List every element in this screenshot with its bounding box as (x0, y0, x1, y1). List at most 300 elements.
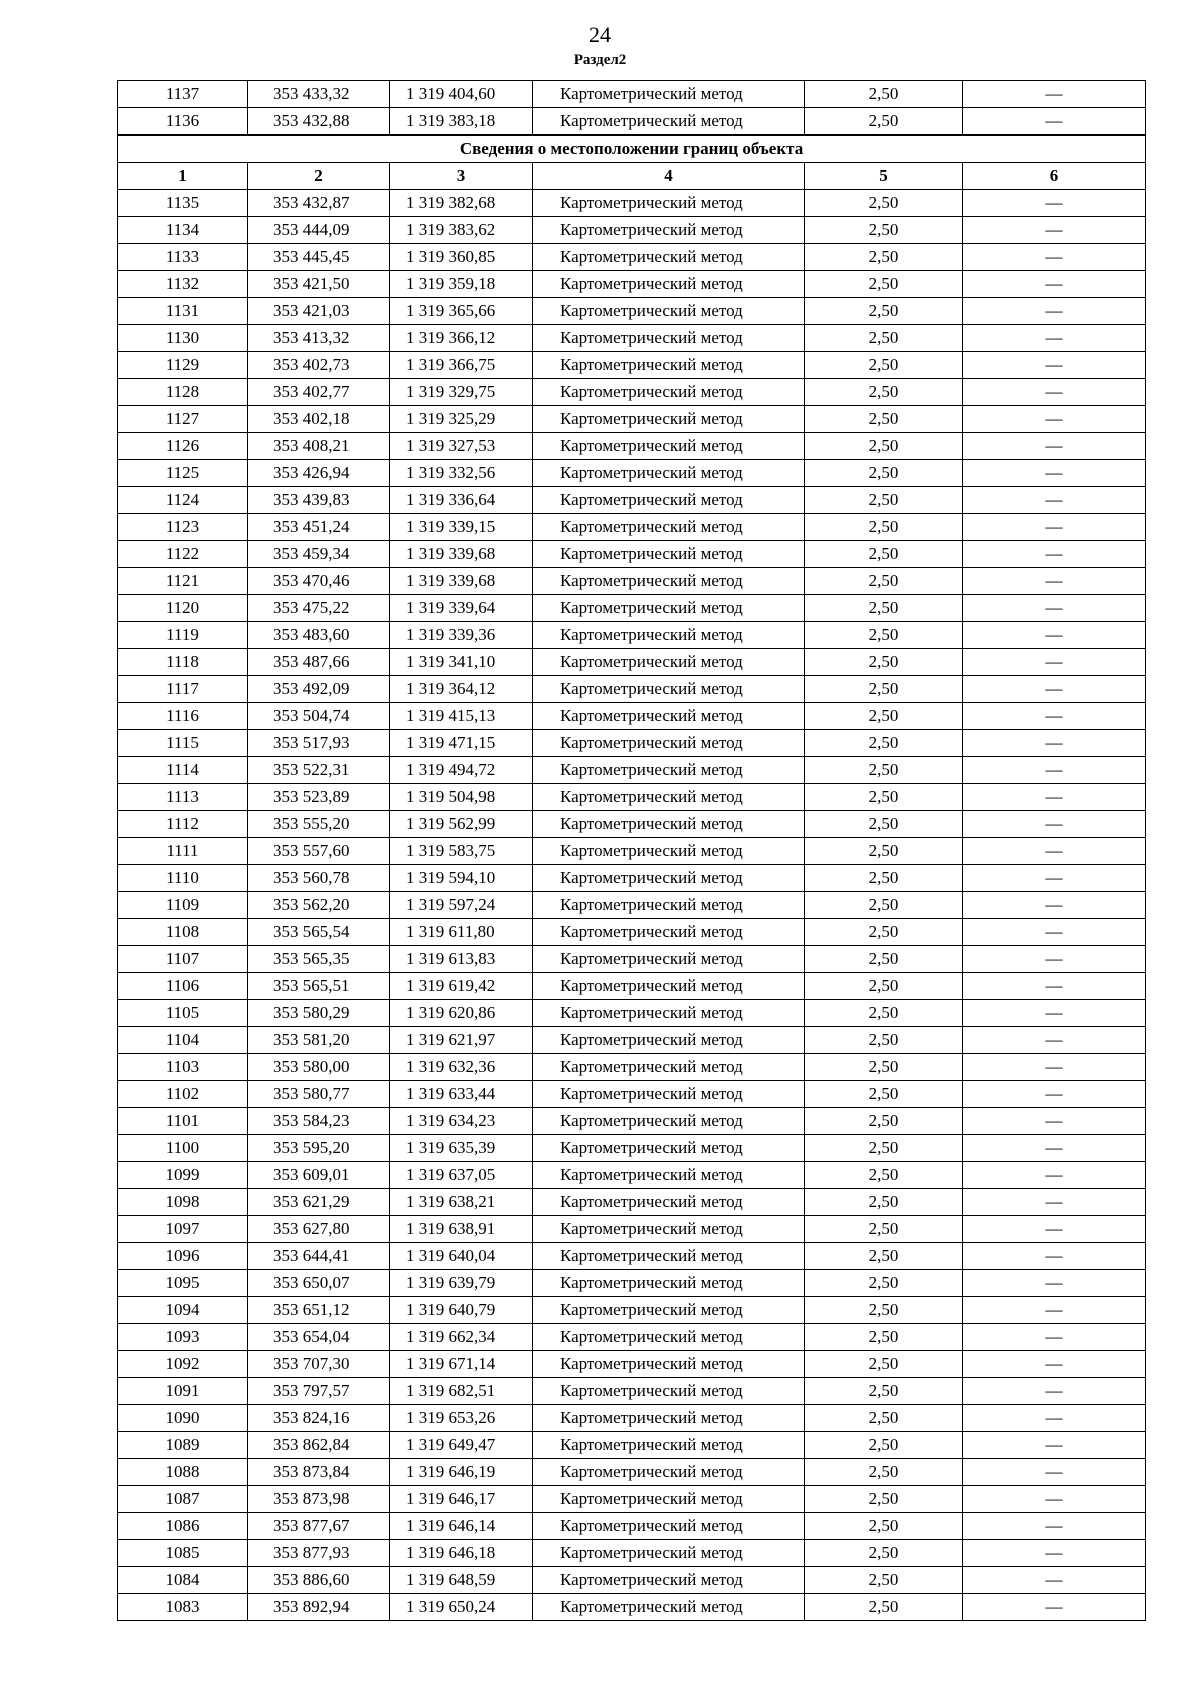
method-cell: Картометрический метод (533, 973, 805, 1000)
table-row (118, 1486, 1146, 1513)
accuracy-cell: 2,50 (805, 190, 963, 217)
point-number-cell: 1094 (118, 1297, 248, 1324)
description-cell: — (963, 1459, 1146, 1486)
method-cell: Картометрический метод (533, 757, 805, 784)
table-row (118, 595, 1146, 622)
table-row (118, 271, 1146, 298)
description-cell: — (963, 1324, 1146, 1351)
accuracy-cell: 2,50 (805, 298, 963, 325)
y-coordinate-cell: 1 319 633,44 (390, 1081, 533, 1108)
table-caption: Сведения о местоположении границ объекта (118, 136, 1146, 163)
accuracy-cell: 2,50 (805, 865, 963, 892)
accuracy-cell: 2,50 (805, 1567, 963, 1594)
y-coordinate-cell: 1 319 383,62 (390, 217, 533, 244)
description-cell: — (963, 298, 1146, 325)
description-cell: — (963, 892, 1146, 919)
point-number-cell: 1086 (118, 1513, 248, 1540)
description-cell: — (963, 649, 1146, 676)
x-coordinate-cell: 353 565,51 (248, 973, 390, 1000)
table-row (118, 865, 1146, 892)
accuracy-cell: 2,50 (805, 1108, 963, 1135)
y-coordinate-cell: 1 319 637,05 (390, 1162, 533, 1189)
x-coordinate-cell: 353 459,34 (248, 541, 390, 568)
method-cell: Картометрический метод (533, 811, 805, 838)
method-cell: Картометрический метод (533, 1000, 805, 1027)
y-coordinate-cell: 1 319 650,24 (390, 1594, 533, 1621)
method-cell: Картометрический метод (533, 460, 805, 487)
table-row (118, 703, 1146, 730)
method-cell: Картометрический метод (533, 244, 805, 271)
accuracy-cell: 2,50 (805, 784, 963, 811)
y-coordinate-cell: 1 319 635,39 (390, 1135, 533, 1162)
x-coordinate-cell: 353 650,07 (248, 1270, 390, 1297)
method-cell: Картометрический метод (533, 108, 805, 136)
description-cell: — (963, 1567, 1146, 1594)
table-row (118, 649, 1146, 676)
point-number-cell: 1095 (118, 1270, 248, 1297)
x-coordinate-cell: 353 595,20 (248, 1135, 390, 1162)
y-coordinate-cell: 1 319 646,14 (390, 1513, 533, 1540)
y-coordinate-cell: 1 319 640,04 (390, 1243, 533, 1270)
y-coordinate-cell: 1 319 329,75 (390, 379, 533, 406)
x-coordinate-cell: 353 824,16 (248, 1405, 390, 1432)
y-coordinate-cell: 1 319 404,60 (390, 81, 533, 108)
table-row (118, 1297, 1146, 1324)
table-row (118, 1567, 1146, 1594)
boundary-coordinates-table (117, 135, 1146, 1621)
x-coordinate-cell: 353 475,22 (248, 595, 390, 622)
point-number-cell: 1093 (118, 1324, 248, 1351)
accuracy-cell: 2,50 (805, 919, 963, 946)
column-header: 1 (118, 163, 248, 190)
description-cell: — (963, 352, 1146, 379)
description-cell: — (963, 1189, 1146, 1216)
description-cell: — (963, 622, 1146, 649)
description-cell: — (963, 1216, 1146, 1243)
y-coordinate-cell: 1 319 332,56 (390, 460, 533, 487)
table-row (118, 190, 1146, 217)
table-row (118, 1270, 1146, 1297)
accuracy-cell: 2,50 (805, 1000, 963, 1027)
point-number-cell: 1087 (118, 1486, 248, 1513)
x-coordinate-cell: 353 580,77 (248, 1081, 390, 1108)
point-number-cell: 1084 (118, 1567, 248, 1594)
method-cell: Картометрический метод (533, 946, 805, 973)
y-coordinate-cell: 1 319 611,80 (390, 919, 533, 946)
method-cell: Картометрический метод (533, 622, 805, 649)
method-cell: Картометрический метод (533, 217, 805, 244)
table-row (118, 1351, 1146, 1378)
accuracy-cell: 2,50 (805, 649, 963, 676)
accuracy-cell: 2,50 (805, 460, 963, 487)
accuracy-cell: 2,50 (805, 1216, 963, 1243)
x-coordinate-cell: 353 707,30 (248, 1351, 390, 1378)
y-coordinate-cell: 1 319 621,97 (390, 1027, 533, 1054)
x-coordinate-cell: 353 432,87 (248, 190, 390, 217)
method-cell: Картометрический метод (533, 892, 805, 919)
description-cell: — (963, 973, 1146, 1000)
point-number-cell: 1137 (118, 81, 248, 108)
x-coordinate-cell: 353 580,29 (248, 1000, 390, 1027)
x-coordinate-cell: 353 517,93 (248, 730, 390, 757)
method-cell: Картометрический метод (533, 865, 805, 892)
description-cell: — (963, 568, 1146, 595)
description-cell: — (963, 487, 1146, 514)
table-row (118, 892, 1146, 919)
table-row (118, 1243, 1146, 1270)
description-cell: — (963, 1243, 1146, 1270)
method-cell: Картометрический метод (533, 784, 805, 811)
description-cell: — (963, 838, 1146, 865)
x-coordinate-cell: 353 487,66 (248, 649, 390, 676)
accuracy-cell: 2,50 (805, 757, 963, 784)
x-coordinate-cell: 353 402,73 (248, 352, 390, 379)
table-row (118, 676, 1146, 703)
y-coordinate-cell: 1 319 649,47 (390, 1432, 533, 1459)
point-number-cell: 1088 (118, 1459, 248, 1486)
accuracy-cell: 2,50 (805, 406, 963, 433)
method-cell: Картометрический метод (533, 1135, 805, 1162)
y-coordinate-cell: 1 319 327,53 (390, 433, 533, 460)
table-row (118, 514, 1146, 541)
description-cell: — (963, 217, 1146, 244)
y-coordinate-cell: 1 319 415,13 (390, 703, 533, 730)
x-coordinate-cell: 353 565,54 (248, 919, 390, 946)
accuracy-cell: 2,50 (805, 433, 963, 460)
table-row (118, 1027, 1146, 1054)
x-coordinate-cell: 353 580,00 (248, 1054, 390, 1081)
x-coordinate-cell: 353 565,35 (248, 946, 390, 973)
x-coordinate-cell: 353 609,01 (248, 1162, 390, 1189)
description-cell: — (963, 946, 1146, 973)
point-number-cell: 1117 (118, 676, 248, 703)
method-cell: Картометрический метод (533, 676, 805, 703)
table-row (118, 1540, 1146, 1567)
x-coordinate-cell: 353 654,04 (248, 1324, 390, 1351)
table-row (118, 1324, 1146, 1351)
accuracy-cell: 2,50 (805, 352, 963, 379)
method-cell: Картометрический метод (533, 1054, 805, 1081)
y-coordinate-cell: 1 319 639,79 (390, 1270, 533, 1297)
method-cell: Картометрический метод (533, 352, 805, 379)
description-cell: — (963, 1108, 1146, 1135)
x-coordinate-cell: 353 426,94 (248, 460, 390, 487)
method-cell: Картометрический метод (533, 1459, 805, 1486)
x-coordinate-cell: 353 873,84 (248, 1459, 390, 1486)
y-coordinate-cell: 1 319 341,10 (390, 649, 533, 676)
accuracy-cell: 2,50 (805, 730, 963, 757)
accuracy-cell: 2,50 (805, 1081, 963, 1108)
description-cell: — (963, 541, 1146, 568)
accuracy-cell: 2,50 (805, 217, 963, 244)
x-coordinate-cell: 353 797,57 (248, 1378, 390, 1405)
accuracy-cell: 2,50 (805, 1297, 963, 1324)
y-coordinate-cell: 1 319 646,18 (390, 1540, 533, 1567)
x-coordinate-cell: 353 644,41 (248, 1243, 390, 1270)
table-row (118, 622, 1146, 649)
x-coordinate-cell: 353 483,60 (248, 622, 390, 649)
x-coordinate-cell: 353 408,21 (248, 433, 390, 460)
point-number-cell: 1110 (118, 865, 248, 892)
column-header: 2 (248, 163, 390, 190)
y-coordinate-cell: 1 319 646,19 (390, 1459, 533, 1486)
table-row (118, 1459, 1146, 1486)
point-number-cell: 1128 (118, 379, 248, 406)
point-number-cell: 1133 (118, 244, 248, 271)
description-cell: — (963, 108, 1146, 136)
point-number-cell: 1116 (118, 703, 248, 730)
table-row (118, 568, 1146, 595)
y-coordinate-cell: 1 319 632,36 (390, 1054, 533, 1081)
method-cell: Картометрический метод (533, 406, 805, 433)
x-coordinate-cell: 353 555,20 (248, 811, 390, 838)
column-header: 4 (533, 163, 805, 190)
point-number-cell: 1105 (118, 1000, 248, 1027)
y-coordinate-cell: 1 319 382,68 (390, 190, 533, 217)
x-coordinate-cell: 353 560,78 (248, 865, 390, 892)
y-coordinate-cell: 1 319 494,72 (390, 757, 533, 784)
point-number-cell: 1111 (118, 838, 248, 865)
table-row (118, 730, 1146, 757)
accuracy-cell: 2,50 (805, 838, 963, 865)
accuracy-cell: 2,50 (805, 541, 963, 568)
table-row (118, 919, 1146, 946)
table-row (118, 487, 1146, 514)
method-cell: Картометрический метод (533, 1216, 805, 1243)
accuracy-cell: 2,50 (805, 1027, 963, 1054)
y-coordinate-cell: 1 319 383,18 (390, 108, 533, 136)
description-cell: — (963, 244, 1146, 271)
description-cell: — (963, 271, 1146, 298)
table-row (118, 433, 1146, 460)
description-cell: — (963, 1135, 1146, 1162)
description-cell: — (963, 190, 1146, 217)
table-row (118, 541, 1146, 568)
method-cell: Картометрический метод (533, 595, 805, 622)
point-number-cell: 1127 (118, 406, 248, 433)
point-number-cell: 1121 (118, 568, 248, 595)
accuracy-cell: 2,50 (805, 1189, 963, 1216)
x-coordinate-cell: 353 421,50 (248, 271, 390, 298)
y-coordinate-cell: 1 319 359,18 (390, 271, 533, 298)
description-cell: — (963, 1162, 1146, 1189)
point-number-cell: 1115 (118, 730, 248, 757)
method-cell: Картометрический метод (533, 433, 805, 460)
y-coordinate-cell: 1 319 364,12 (390, 676, 533, 703)
y-coordinate-cell: 1 319 613,83 (390, 946, 533, 973)
method-cell: Картометрический метод (533, 838, 805, 865)
table-row (118, 811, 1146, 838)
accuracy-cell: 2,50 (805, 1162, 963, 1189)
point-number-cell: 1118 (118, 649, 248, 676)
description-cell: — (963, 1486, 1146, 1513)
x-coordinate-cell: 353 584,23 (248, 1108, 390, 1135)
table-row (118, 946, 1146, 973)
description-cell: — (963, 1513, 1146, 1540)
table-row (118, 244, 1146, 271)
accuracy-cell: 2,50 (805, 892, 963, 919)
x-coordinate-cell: 353 492,09 (248, 676, 390, 703)
table-row (118, 406, 1146, 433)
x-coordinate-cell: 353 562,20 (248, 892, 390, 919)
point-number-cell: 1083 (118, 1594, 248, 1621)
point-number-cell: 1122 (118, 541, 248, 568)
y-coordinate-cell: 1 319 339,36 (390, 622, 533, 649)
x-coordinate-cell: 353 627,80 (248, 1216, 390, 1243)
point-number-cell: 1103 (118, 1054, 248, 1081)
y-coordinate-cell: 1 319 339,68 (390, 568, 533, 595)
y-coordinate-cell: 1 319 504,98 (390, 784, 533, 811)
column-header: 6 (963, 163, 1146, 190)
y-coordinate-cell: 1 319 583,75 (390, 838, 533, 865)
point-number-cell: 1120 (118, 595, 248, 622)
point-number-cell: 1135 (118, 190, 248, 217)
table-row (118, 325, 1146, 352)
column-header: 5 (805, 163, 963, 190)
y-coordinate-cell: 1 319 365,66 (390, 298, 533, 325)
table-row (118, 1378, 1146, 1405)
accuracy-cell: 2,50 (805, 108, 963, 136)
y-coordinate-cell: 1 319 339,64 (390, 595, 533, 622)
description-cell: — (963, 811, 1146, 838)
y-coordinate-cell: 1 319 366,75 (390, 352, 533, 379)
description-cell: — (963, 1027, 1146, 1054)
accuracy-cell: 2,50 (805, 1378, 963, 1405)
method-cell: Картометрический метод (533, 1486, 805, 1513)
method-cell: Картометрический метод (533, 1270, 805, 1297)
page-number: 24 (589, 22, 611, 47)
accuracy-cell: 2,50 (805, 1513, 963, 1540)
y-coordinate-cell: 1 319 682,51 (390, 1378, 533, 1405)
method-cell: Картометрический метод (533, 1243, 805, 1270)
section-title: Раздел2 (573, 52, 627, 68)
method-cell: Картометрический метод (533, 1189, 805, 1216)
point-number-cell: 1096 (118, 1243, 248, 1270)
point-number-cell: 1124 (118, 487, 248, 514)
method-cell: Картометрический метод (533, 1081, 805, 1108)
table-row (118, 217, 1146, 244)
y-coordinate-cell: 1 319 360,85 (390, 244, 533, 271)
accuracy-cell: 2,50 (805, 1351, 963, 1378)
method-cell: Картометрический метод (533, 1162, 805, 1189)
x-coordinate-cell: 353 892,94 (248, 1594, 390, 1621)
description-cell: — (963, 433, 1146, 460)
table-row (118, 1000, 1146, 1027)
y-coordinate-cell: 1 319 336,64 (390, 487, 533, 514)
accuracy-cell: 2,50 (805, 244, 963, 271)
description-cell: — (963, 865, 1146, 892)
y-coordinate-cell: 1 319 640,79 (390, 1297, 533, 1324)
table-row (118, 1216, 1146, 1243)
x-coordinate-cell: 353 432,88 (248, 108, 390, 136)
table-caption-row (118, 136, 1146, 163)
y-coordinate-cell: 1 319 671,14 (390, 1351, 533, 1378)
x-coordinate-cell: 353 451,24 (248, 514, 390, 541)
table-row (118, 379, 1146, 406)
method-cell: Картометрический метод (533, 514, 805, 541)
y-coordinate-cell: 1 319 325,29 (390, 406, 533, 433)
method-cell: Картометрический метод (533, 271, 805, 298)
description-cell: — (963, 1081, 1146, 1108)
x-coordinate-cell: 353 877,67 (248, 1513, 390, 1540)
method-cell: Картометрический метод (533, 1540, 805, 1567)
x-coordinate-cell: 353 862,84 (248, 1432, 390, 1459)
point-number-cell: 1123 (118, 514, 248, 541)
method-cell: Картометрический метод (533, 190, 805, 217)
y-coordinate-cell: 1 319 619,42 (390, 973, 533, 1000)
y-coordinate-cell: 1 319 662,34 (390, 1324, 533, 1351)
description-cell: — (963, 460, 1146, 487)
accuracy-cell: 2,50 (805, 946, 963, 973)
x-coordinate-cell: 353 439,83 (248, 487, 390, 514)
method-cell: Картометрический метод (533, 568, 805, 595)
table-row (118, 1054, 1146, 1081)
table-row (118, 1108, 1146, 1135)
accuracy-cell: 2,50 (805, 811, 963, 838)
description-cell: — (963, 1378, 1146, 1405)
method-cell: Картометрический метод (533, 1324, 805, 1351)
table-row (118, 352, 1146, 379)
description-cell: — (963, 1432, 1146, 1459)
description-cell: — (963, 1054, 1146, 1081)
table-row (118, 1405, 1146, 1432)
x-coordinate-cell: 353 421,03 (248, 298, 390, 325)
accuracy-cell: 2,50 (805, 1243, 963, 1270)
description-cell: — (963, 1270, 1146, 1297)
x-coordinate-cell: 353 886,60 (248, 1567, 390, 1594)
method-cell: Картометрический метод (533, 81, 805, 108)
accuracy-cell: 2,50 (805, 325, 963, 352)
accuracy-cell: 2,50 (805, 487, 963, 514)
method-cell: Картометрический метод (533, 1108, 805, 1135)
point-number-cell: 1090 (118, 1405, 248, 1432)
x-coordinate-cell: 353 523,89 (248, 784, 390, 811)
accuracy-cell: 2,50 (805, 1432, 963, 1459)
table-row (118, 1513, 1146, 1540)
column-header-row (118, 163, 1146, 190)
y-coordinate-cell: 1 319 339,15 (390, 514, 533, 541)
y-coordinate-cell: 1 319 620,86 (390, 1000, 533, 1027)
method-cell: Картометрический метод (533, 298, 805, 325)
accuracy-cell: 2,50 (805, 1054, 963, 1081)
description-cell: — (963, 1540, 1146, 1567)
x-coordinate-cell: 353 504,74 (248, 703, 390, 730)
method-cell: Картометрический метод (533, 703, 805, 730)
accuracy-cell: 2,50 (805, 1459, 963, 1486)
point-number-cell: 1134 (118, 217, 248, 244)
x-coordinate-cell: 353 445,45 (248, 244, 390, 271)
accuracy-cell: 2,50 (805, 622, 963, 649)
point-number-cell: 1100 (118, 1135, 248, 1162)
description-cell: — (963, 1351, 1146, 1378)
x-coordinate-cell: 353 402,77 (248, 379, 390, 406)
description-cell: — (963, 595, 1146, 622)
point-number-cell: 1126 (118, 433, 248, 460)
point-number-cell: 1097 (118, 1216, 248, 1243)
table-row (118, 1162, 1146, 1189)
y-coordinate-cell: 1 319 562,99 (390, 811, 533, 838)
table-row (118, 838, 1146, 865)
y-coordinate-cell: 1 319 471,15 (390, 730, 533, 757)
description-cell: — (963, 1000, 1146, 1027)
method-cell: Картометрический метод (533, 487, 805, 514)
y-coordinate-cell: 1 319 648,59 (390, 1567, 533, 1594)
table-row (118, 1081, 1146, 1108)
method-cell: Картометрический метод (533, 919, 805, 946)
point-number-cell: 1113 (118, 784, 248, 811)
accuracy-cell: 2,50 (805, 703, 963, 730)
y-coordinate-cell: 1 319 646,17 (390, 1486, 533, 1513)
